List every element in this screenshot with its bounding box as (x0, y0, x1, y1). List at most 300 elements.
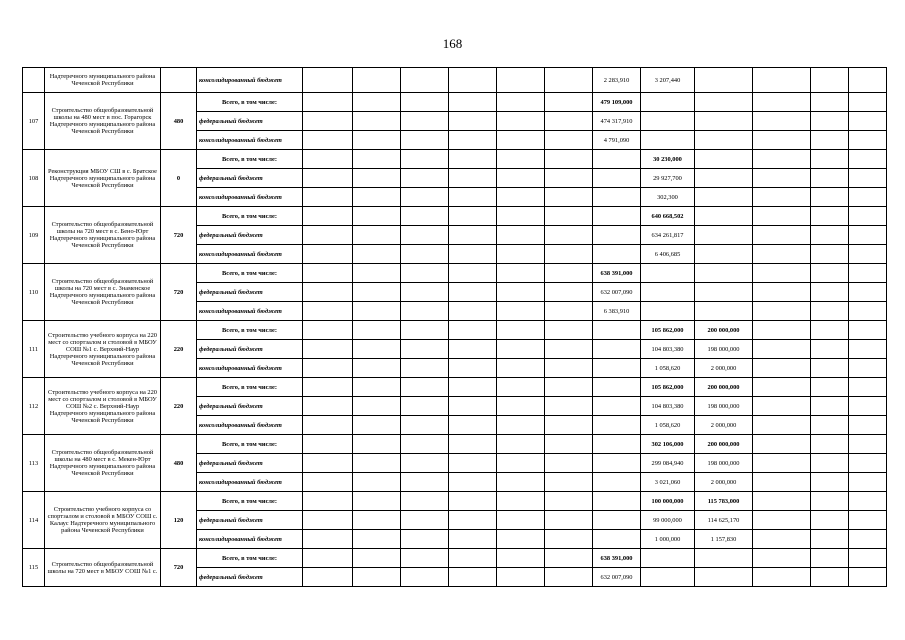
value-cell (593, 340, 641, 359)
value-cell (641, 112, 695, 131)
value-cell (593, 150, 641, 169)
project-name-cell: Строительство общеобразовательной школы на 720 мест в с. Знаменское Надтеречного муниципального района Чеченской Республики (45, 264, 161, 321)
budget-label-cell: Всего, в том числе: (197, 93, 303, 112)
value-cell (545, 397, 593, 416)
value-cell (353, 378, 401, 397)
value-cell (497, 530, 545, 549)
budget-label-cell: Всего, в том числе: (197, 207, 303, 226)
value-cell (849, 492, 887, 511)
value-cell (497, 321, 545, 340)
value-cell (695, 93, 753, 112)
value-cell (753, 359, 811, 378)
value-cell (401, 188, 449, 207)
value-cell (849, 245, 887, 264)
value-cell (497, 378, 545, 397)
value-cell (303, 416, 353, 435)
value-cell: 6 406,685 (641, 245, 695, 264)
value-cell (545, 207, 593, 226)
value-cell (353, 169, 401, 188)
value-cell (695, 188, 753, 207)
value-cell (753, 530, 811, 549)
value-cell (695, 245, 753, 264)
value-cell (353, 302, 401, 321)
value-cell (545, 112, 593, 131)
project-name-cell: Строительство учебного корпуса на 220 мест со спортзалом и столовой в МБОУ СОШ №1 с. Верхний-Наур Надтеречного муниципального района Чеченской Республики (45, 321, 161, 378)
row-number-cell (23, 68, 45, 93)
value-cell (593, 454, 641, 473)
value-cell (811, 530, 849, 549)
value-cell (449, 226, 497, 245)
row-number-cell: 113 (23, 435, 45, 492)
value-cell: 640 668,502 (641, 207, 695, 226)
value-cell (401, 93, 449, 112)
value-cell: 299 084,940 (641, 454, 695, 473)
value-cell (849, 378, 887, 397)
value-cell (753, 378, 811, 397)
value-cell (811, 492, 849, 511)
value-cell (849, 530, 887, 549)
value-cell (545, 340, 593, 359)
table-row (23, 68, 887, 93)
value-cell (497, 549, 545, 568)
project-name-cell: Строительство общеобразовательной школы на 480 мест в с. Мекен-Юрт Надтеречного муниципального района Чеченской Республики (45, 435, 161, 492)
value-cell: 1 058,620 (641, 359, 695, 378)
project-name-cell: Надтеречного муниципального района Чеченской Республики (45, 68, 161, 93)
value-cell (303, 454, 353, 473)
value-cell (449, 302, 497, 321)
value-cell (849, 283, 887, 302)
value-cell (449, 68, 497, 93)
value-cell (811, 416, 849, 435)
value-cell (401, 397, 449, 416)
value-cell (401, 530, 449, 549)
value-cell (303, 245, 353, 264)
table-row (23, 378, 887, 397)
value-cell (849, 416, 887, 435)
value-cell (695, 568, 753, 587)
value-cell (497, 492, 545, 511)
value-cell (353, 93, 401, 112)
value-cell (401, 131, 449, 150)
value-cell (545, 150, 593, 169)
value-cell (695, 112, 753, 131)
value-cell (593, 492, 641, 511)
value-cell (811, 473, 849, 492)
budget-label-cell: консолидированный бюджет (197, 416, 303, 435)
value-cell (497, 264, 545, 283)
value-cell (811, 188, 849, 207)
value-cell (753, 93, 811, 112)
value-cell (303, 150, 353, 169)
value-cell (641, 264, 695, 283)
value-cell (353, 549, 401, 568)
budget-label-cell: Всего, в том числе: (197, 321, 303, 340)
value-cell: 3 207,440 (641, 68, 695, 93)
value-cell (593, 397, 641, 416)
value-cell (545, 283, 593, 302)
value-cell (401, 302, 449, 321)
value-cell (545, 530, 593, 549)
value-cell (849, 264, 887, 283)
value-cell: 104 803,380 (641, 340, 695, 359)
value-cell (545, 359, 593, 378)
value-cell (497, 359, 545, 378)
value-cell (811, 397, 849, 416)
value-cell (753, 131, 811, 150)
budget-label-cell: федеральный бюджет (197, 283, 303, 302)
value-cell (401, 68, 449, 93)
budget-label-cell: консолидированный бюджет (197, 245, 303, 264)
value-cell (401, 226, 449, 245)
value-cell (401, 454, 449, 473)
table-row (23, 549, 887, 568)
value-cell: 200 000,000 (695, 321, 753, 340)
value-cell (449, 264, 497, 283)
value-cell (811, 283, 849, 302)
capacity-cell (161, 68, 197, 93)
value-cell (753, 112, 811, 131)
capacity-cell: 720 (161, 207, 197, 264)
value-cell (497, 568, 545, 587)
value-cell (303, 226, 353, 245)
value-cell (449, 359, 497, 378)
value-cell (849, 511, 887, 530)
budget-label-cell: консолидированный бюджет (197, 131, 303, 150)
value-cell (303, 321, 353, 340)
value-cell (593, 226, 641, 245)
budget-label-cell: консолидированный бюджет (197, 302, 303, 321)
value-cell (849, 397, 887, 416)
value-cell: 100 000,000 (641, 492, 695, 511)
value-cell (593, 435, 641, 454)
value-cell (753, 188, 811, 207)
value-cell (545, 492, 593, 511)
value-cell (353, 492, 401, 511)
value-cell (401, 150, 449, 169)
value-cell (753, 150, 811, 169)
value-cell (849, 226, 887, 245)
value-cell (545, 321, 593, 340)
value-cell (303, 131, 353, 150)
value-cell (353, 397, 401, 416)
value-cell (449, 511, 497, 530)
budget-label-cell: Всего, в том числе: (197, 549, 303, 568)
capacity-cell: 120 (161, 492, 197, 549)
value-cell (753, 340, 811, 359)
capacity-cell: 720 (161, 264, 197, 321)
value-cell (449, 473, 497, 492)
budget-label-cell: Всего, в том числе: (197, 492, 303, 511)
value-cell (811, 93, 849, 112)
value-cell (449, 568, 497, 587)
value-cell (811, 435, 849, 454)
value-cell (353, 68, 401, 93)
value-cell (401, 473, 449, 492)
value-cell (497, 112, 545, 131)
value-cell (449, 378, 497, 397)
value-cell (401, 435, 449, 454)
value-cell (849, 68, 887, 93)
value-cell (753, 511, 811, 530)
value-cell (695, 207, 753, 226)
value-cell (849, 359, 887, 378)
value-cell (401, 283, 449, 302)
value-cell (545, 68, 593, 93)
value-cell (811, 245, 849, 264)
value-cell: 198 000,000 (695, 454, 753, 473)
value-cell (545, 549, 593, 568)
value-cell (753, 207, 811, 226)
value-cell (545, 473, 593, 492)
value-cell (449, 454, 497, 473)
value-cell (695, 283, 753, 302)
value-cell (449, 435, 497, 454)
value-cell (449, 245, 497, 264)
value-cell (303, 169, 353, 188)
value-cell (695, 68, 753, 93)
value-cell (695, 302, 753, 321)
value-cell (811, 264, 849, 283)
value-cell (401, 492, 449, 511)
capacity-cell: 220 (161, 321, 197, 378)
value-cell (401, 207, 449, 226)
value-cell: 632 007,090 (593, 568, 641, 587)
row-number-cell: 108 (23, 150, 45, 207)
table-row (23, 93, 887, 112)
value-cell (497, 416, 545, 435)
value-cell (401, 416, 449, 435)
value-cell (353, 473, 401, 492)
value-cell (303, 340, 353, 359)
value-cell (303, 264, 353, 283)
value-cell (753, 492, 811, 511)
value-cell (593, 416, 641, 435)
row-number-cell: 112 (23, 378, 45, 435)
value-cell: 2 000,000 (695, 359, 753, 378)
value-cell (593, 245, 641, 264)
value-cell (449, 188, 497, 207)
value-cell (545, 454, 593, 473)
value-cell (449, 283, 497, 302)
value-cell (811, 454, 849, 473)
row-number-cell: 111 (23, 321, 45, 378)
value-cell: 634 261,817 (641, 226, 695, 245)
value-cell (497, 454, 545, 473)
value-cell (497, 302, 545, 321)
value-cell (753, 226, 811, 245)
value-cell (449, 340, 497, 359)
value-cell (545, 264, 593, 283)
value-cell: 302 106,000 (641, 435, 695, 454)
value-cell (849, 473, 887, 492)
value-cell (695, 226, 753, 245)
value-cell (303, 112, 353, 131)
value-cell (497, 93, 545, 112)
value-cell (303, 188, 353, 207)
value-cell: 632 007,090 (593, 283, 641, 302)
value-cell (849, 207, 887, 226)
value-cell (449, 112, 497, 131)
table-row (23, 492, 887, 511)
value-cell: 638 391,000 (593, 264, 641, 283)
value-cell (497, 473, 545, 492)
value-cell (303, 302, 353, 321)
value-cell: 3 021,060 (641, 473, 695, 492)
value-cell (811, 112, 849, 131)
budget-label-cell: консолидированный бюджет (197, 68, 303, 93)
value-cell (849, 188, 887, 207)
value-cell (449, 492, 497, 511)
value-cell: 2 283,910 (593, 68, 641, 93)
value-cell (303, 93, 353, 112)
value-cell (353, 416, 401, 435)
value-cell (811, 378, 849, 397)
value-cell: 4 791,090 (593, 131, 641, 150)
value-cell (401, 568, 449, 587)
value-cell (849, 549, 887, 568)
value-cell (849, 131, 887, 150)
value-cell (753, 283, 811, 302)
value-cell (353, 226, 401, 245)
value-cell (449, 207, 497, 226)
value-cell (695, 150, 753, 169)
value-cell (303, 511, 353, 530)
value-cell (303, 397, 353, 416)
value-cell (545, 435, 593, 454)
table-row (23, 150, 887, 169)
value-cell (545, 416, 593, 435)
value-cell (753, 264, 811, 283)
value-cell (545, 245, 593, 264)
value-cell (753, 321, 811, 340)
value-cell (353, 340, 401, 359)
value-cell (641, 283, 695, 302)
value-cell (811, 226, 849, 245)
budget-label-cell: Всего, в том числе: (197, 435, 303, 454)
value-cell (303, 359, 353, 378)
value-cell (811, 169, 849, 188)
value-cell (753, 568, 811, 587)
value-cell (449, 150, 497, 169)
value-cell: 1 058,620 (641, 416, 695, 435)
value-cell (811, 207, 849, 226)
capacity-cell: 480 (161, 93, 197, 150)
value-cell (641, 549, 695, 568)
value-cell (849, 435, 887, 454)
value-cell (849, 112, 887, 131)
value-cell (449, 530, 497, 549)
value-cell (593, 378, 641, 397)
value-cell (753, 68, 811, 93)
value-cell (449, 416, 497, 435)
value-cell (353, 131, 401, 150)
value-cell: 105 862,000 (641, 378, 695, 397)
value-cell (449, 321, 497, 340)
value-cell (497, 150, 545, 169)
value-cell (303, 549, 353, 568)
value-cell (849, 340, 887, 359)
budget-label-cell: федеральный бюджет (197, 340, 303, 359)
value-cell (353, 530, 401, 549)
value-cell (497, 511, 545, 530)
value-cell (401, 245, 449, 264)
value-cell (811, 340, 849, 359)
value-cell (303, 568, 353, 587)
budget-label-cell: консолидированный бюджет (197, 188, 303, 207)
table-row (23, 207, 887, 226)
value-cell: 30 230,000 (641, 150, 695, 169)
value-cell (811, 68, 849, 93)
value-cell: 1 157,830 (695, 530, 753, 549)
value-cell (753, 397, 811, 416)
row-number-cell: 110 (23, 264, 45, 321)
value-cell (353, 359, 401, 378)
value-cell (593, 207, 641, 226)
value-cell (545, 378, 593, 397)
value-cell (545, 226, 593, 245)
value-cell (353, 264, 401, 283)
value-cell (497, 226, 545, 245)
value-cell (753, 169, 811, 188)
value-cell: 99 000,000 (641, 511, 695, 530)
value-cell: 198 000,000 (695, 340, 753, 359)
value-cell: 302,300 (641, 188, 695, 207)
value-cell (753, 454, 811, 473)
value-cell (303, 378, 353, 397)
budget-label-cell: федеральный бюджет (197, 454, 303, 473)
value-cell (449, 131, 497, 150)
value-cell (593, 188, 641, 207)
value-cell (353, 112, 401, 131)
budget-label-cell: Всего, в том числе: (197, 150, 303, 169)
capacity-cell: 480 (161, 435, 197, 492)
table-row (23, 264, 887, 283)
value-cell (353, 511, 401, 530)
value-cell (545, 93, 593, 112)
value-cell (641, 568, 695, 587)
value-cell (593, 473, 641, 492)
budget-label-cell: федеральный бюджет (197, 511, 303, 530)
budget-label-cell: федеральный бюджет (197, 397, 303, 416)
value-cell (593, 359, 641, 378)
value-cell (401, 378, 449, 397)
value-cell (449, 93, 497, 112)
row-number-cell: 115 (23, 549, 45, 587)
value-cell (545, 302, 593, 321)
value-cell: 200 000,000 (695, 378, 753, 397)
value-cell (303, 207, 353, 226)
row-number-cell: 107 (23, 93, 45, 150)
value-cell (641, 302, 695, 321)
value-cell (353, 188, 401, 207)
value-cell (811, 321, 849, 340)
value-cell (695, 264, 753, 283)
value-cell (497, 169, 545, 188)
value-cell (811, 549, 849, 568)
value-cell (811, 568, 849, 587)
budget-label-cell: федеральный бюджет (197, 226, 303, 245)
value-cell (849, 302, 887, 321)
value-cell (497, 131, 545, 150)
value-cell: 29 927,700 (641, 169, 695, 188)
budget-table (22, 67, 887, 587)
project-name-cell: Строительство общеобразовательной школы на 480 мест в пос. Горагорск Надтеречного муниципального района Чеченской Республики (45, 93, 161, 150)
project-name-cell: Строительство общеобразовательной школы на 720 мест в с. Бено-Юрт Надтеречного муниципального района Чеченской Республики (45, 207, 161, 264)
value-cell (849, 150, 887, 169)
value-cell (401, 321, 449, 340)
value-cell (353, 454, 401, 473)
value-cell (449, 397, 497, 416)
